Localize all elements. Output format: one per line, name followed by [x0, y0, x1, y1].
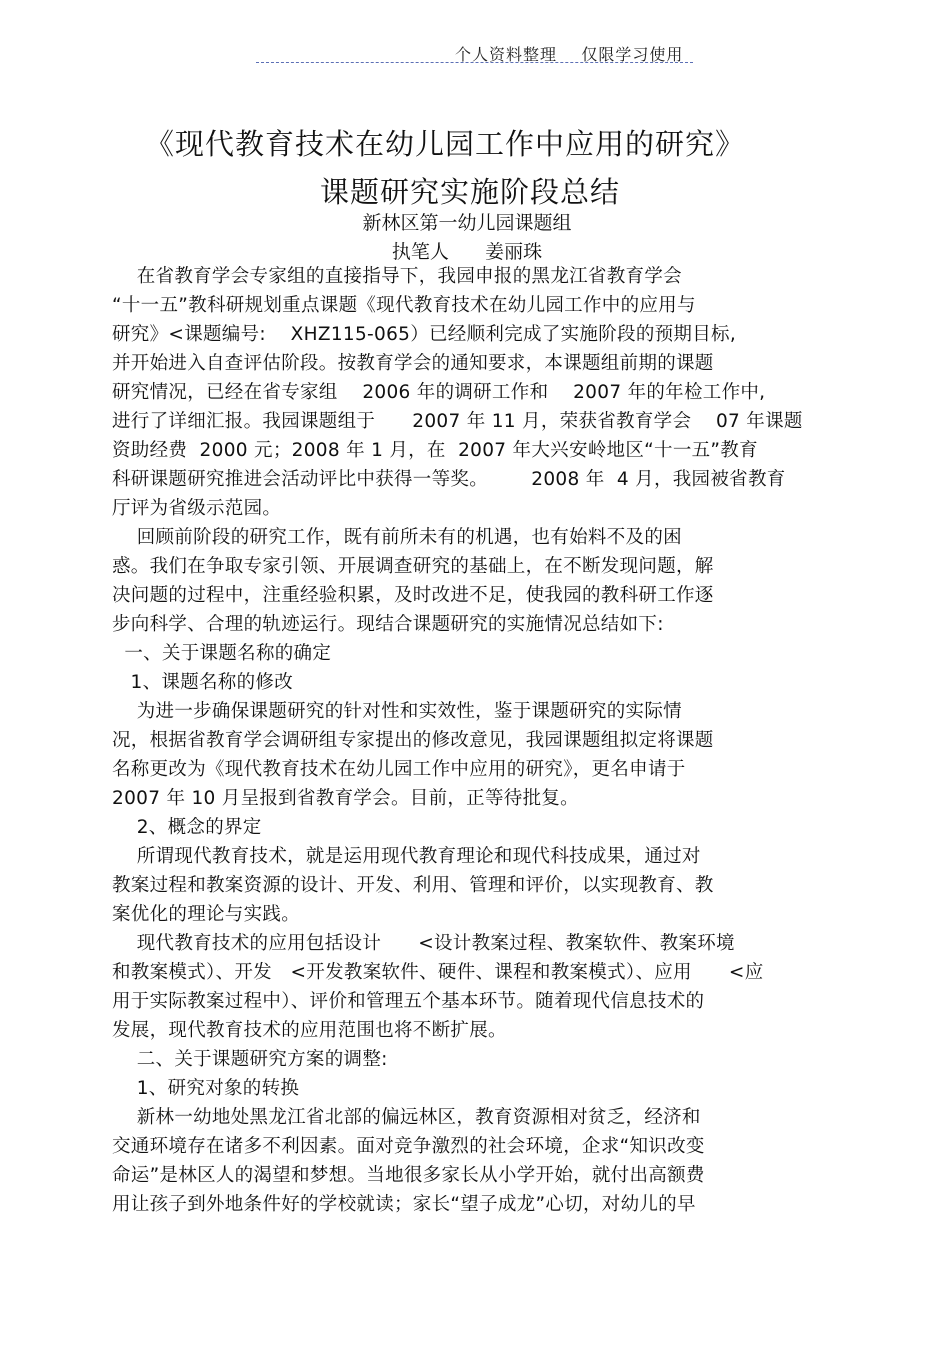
- text-line: “十一五”教科研规划重点课题《现代教育技术在幼儿园工作中的应用与: [112, 295, 696, 316]
- text-line: 为进一步确保课题研究的针对性和实效性，鉴于课题研究的实际情: [112, 701, 682, 722]
- text-line: 研究情况，已经在省专家组 2006 年的调研工作和 2007 年的年检工作中,: [112, 382, 766, 403]
- text-line: 科研课题研究推进会活动评比中获得一等奖。 2008 年 4 月，我园被省教育: [112, 469, 786, 490]
- author: 执笔人 姜丽珠: [391, 241, 543, 263]
- text-line: 厅评为省级示范园。: [112, 498, 282, 519]
- text-line: 况，根据省教育学会调研组专家提出的修改意见，我园课题组拟定将课题: [112, 730, 714, 751]
- text-line: 进行了详细汇报。我园课题组于 2007 年 11 月，荣获省教育学会 07 年课题: [112, 411, 803, 432]
- organization: 新林区第一幼儿园课题组: [362, 212, 572, 234]
- text-line: 案优化的理论与实践。: [112, 904, 301, 925]
- text-line: 二、关于课题研究方案的调整:: [112, 1049, 388, 1070]
- text-line: 惑。我们在争取专家引领、开展调查研究的基础上，在不断发现问题，解: [112, 556, 714, 577]
- page-header: 个人资料整理 仅限学习使用: [455, 45, 684, 64]
- text-line: 教案过程和教案资源的设计、开发、利用、管理和评价，以实现教育、教: [112, 875, 714, 896]
- header-divider: [256, 62, 693, 63]
- text-line: 决问题的过程中，注重经验积累，及时改进不足，使我园的教科研工作逐: [112, 585, 714, 606]
- text-line: 在省教育学会专家组的直接指导下，我园申报的黑龙江省教育学会: [112, 266, 682, 287]
- text-line: 用让孩子到外地条件好的学校就读；家长“望子成龙”心切，对幼儿的早: [112, 1194, 696, 1215]
- text-line: 和教案模式）、开发 <开发教案软件、硬件、课程和教案模式）、应用 <应: [112, 962, 764, 983]
- text-line: 现代教育技术的应用包括设计 <设计教案过程、教案软件、教案环境: [112, 933, 735, 954]
- document-subtitle: 课题研究实施阶段总结: [319, 175, 620, 209]
- text-line: 发展，现代教育技术的应用范围也将不断扩展。: [112, 1020, 507, 1041]
- text-line: 命运”是林区人的渴望和梦想。当地很多家长从小学开始，就付出高额费: [112, 1165, 705, 1186]
- text-line: 资助经费 2000 元；2008 年 1 月，在 2007 年大兴安岭地区“十一五”教育: [112, 440, 758, 461]
- text-line: 新林一幼地处黑龙江省北部的偏远林区，教育资源相对贫乏，经济和: [112, 1107, 701, 1128]
- document-title: 《现代教育技术在幼儿园工作中应用的研究》: [144, 127, 745, 161]
- text-line: 回顾前阶段的研究工作，既有前所未有的机遇，也有始料不及的困: [112, 527, 682, 548]
- text-line: 2、概念的界定: [112, 817, 262, 838]
- text-line: 1、研究对象的转换: [112, 1078, 300, 1099]
- text-line: 并开始进入自查评估阶段。按教育学会的通知要求，本课题组前期的课题: [112, 353, 714, 374]
- text-line: 所谓现代教育技术，就是运用现代教育理论和现代科技成果，通过对: [112, 846, 701, 867]
- text-line: 研究》<课题编号: XHZ115-065）已经顺利完成了实施阶段的预期目标,: [112, 324, 736, 345]
- text-line: 交通环境存在诸多不利因素。面对竞争激烈的社会环境，企求“知识改变: [112, 1136, 705, 1157]
- text-line: 2007 年 10 月呈报到省教育学会。目前，正等待批复。: [112, 788, 579, 809]
- text-line: 1、课题名称的修改: [112, 672, 294, 693]
- text-line: 一、关于课题名称的确定: [112, 643, 332, 664]
- text-line: 步向科学、合理的轨迹运行。现结合课题研究的实施情况总结如下:: [112, 614, 664, 635]
- text-line: 名称更改为《现代教育技术在幼儿园工作中应用的研究》，更名申请于: [112, 759, 686, 780]
- text-line: 用于实际教案过程中）、评价和管理五个基本环节。随着现代信息技术的: [112, 991, 705, 1012]
